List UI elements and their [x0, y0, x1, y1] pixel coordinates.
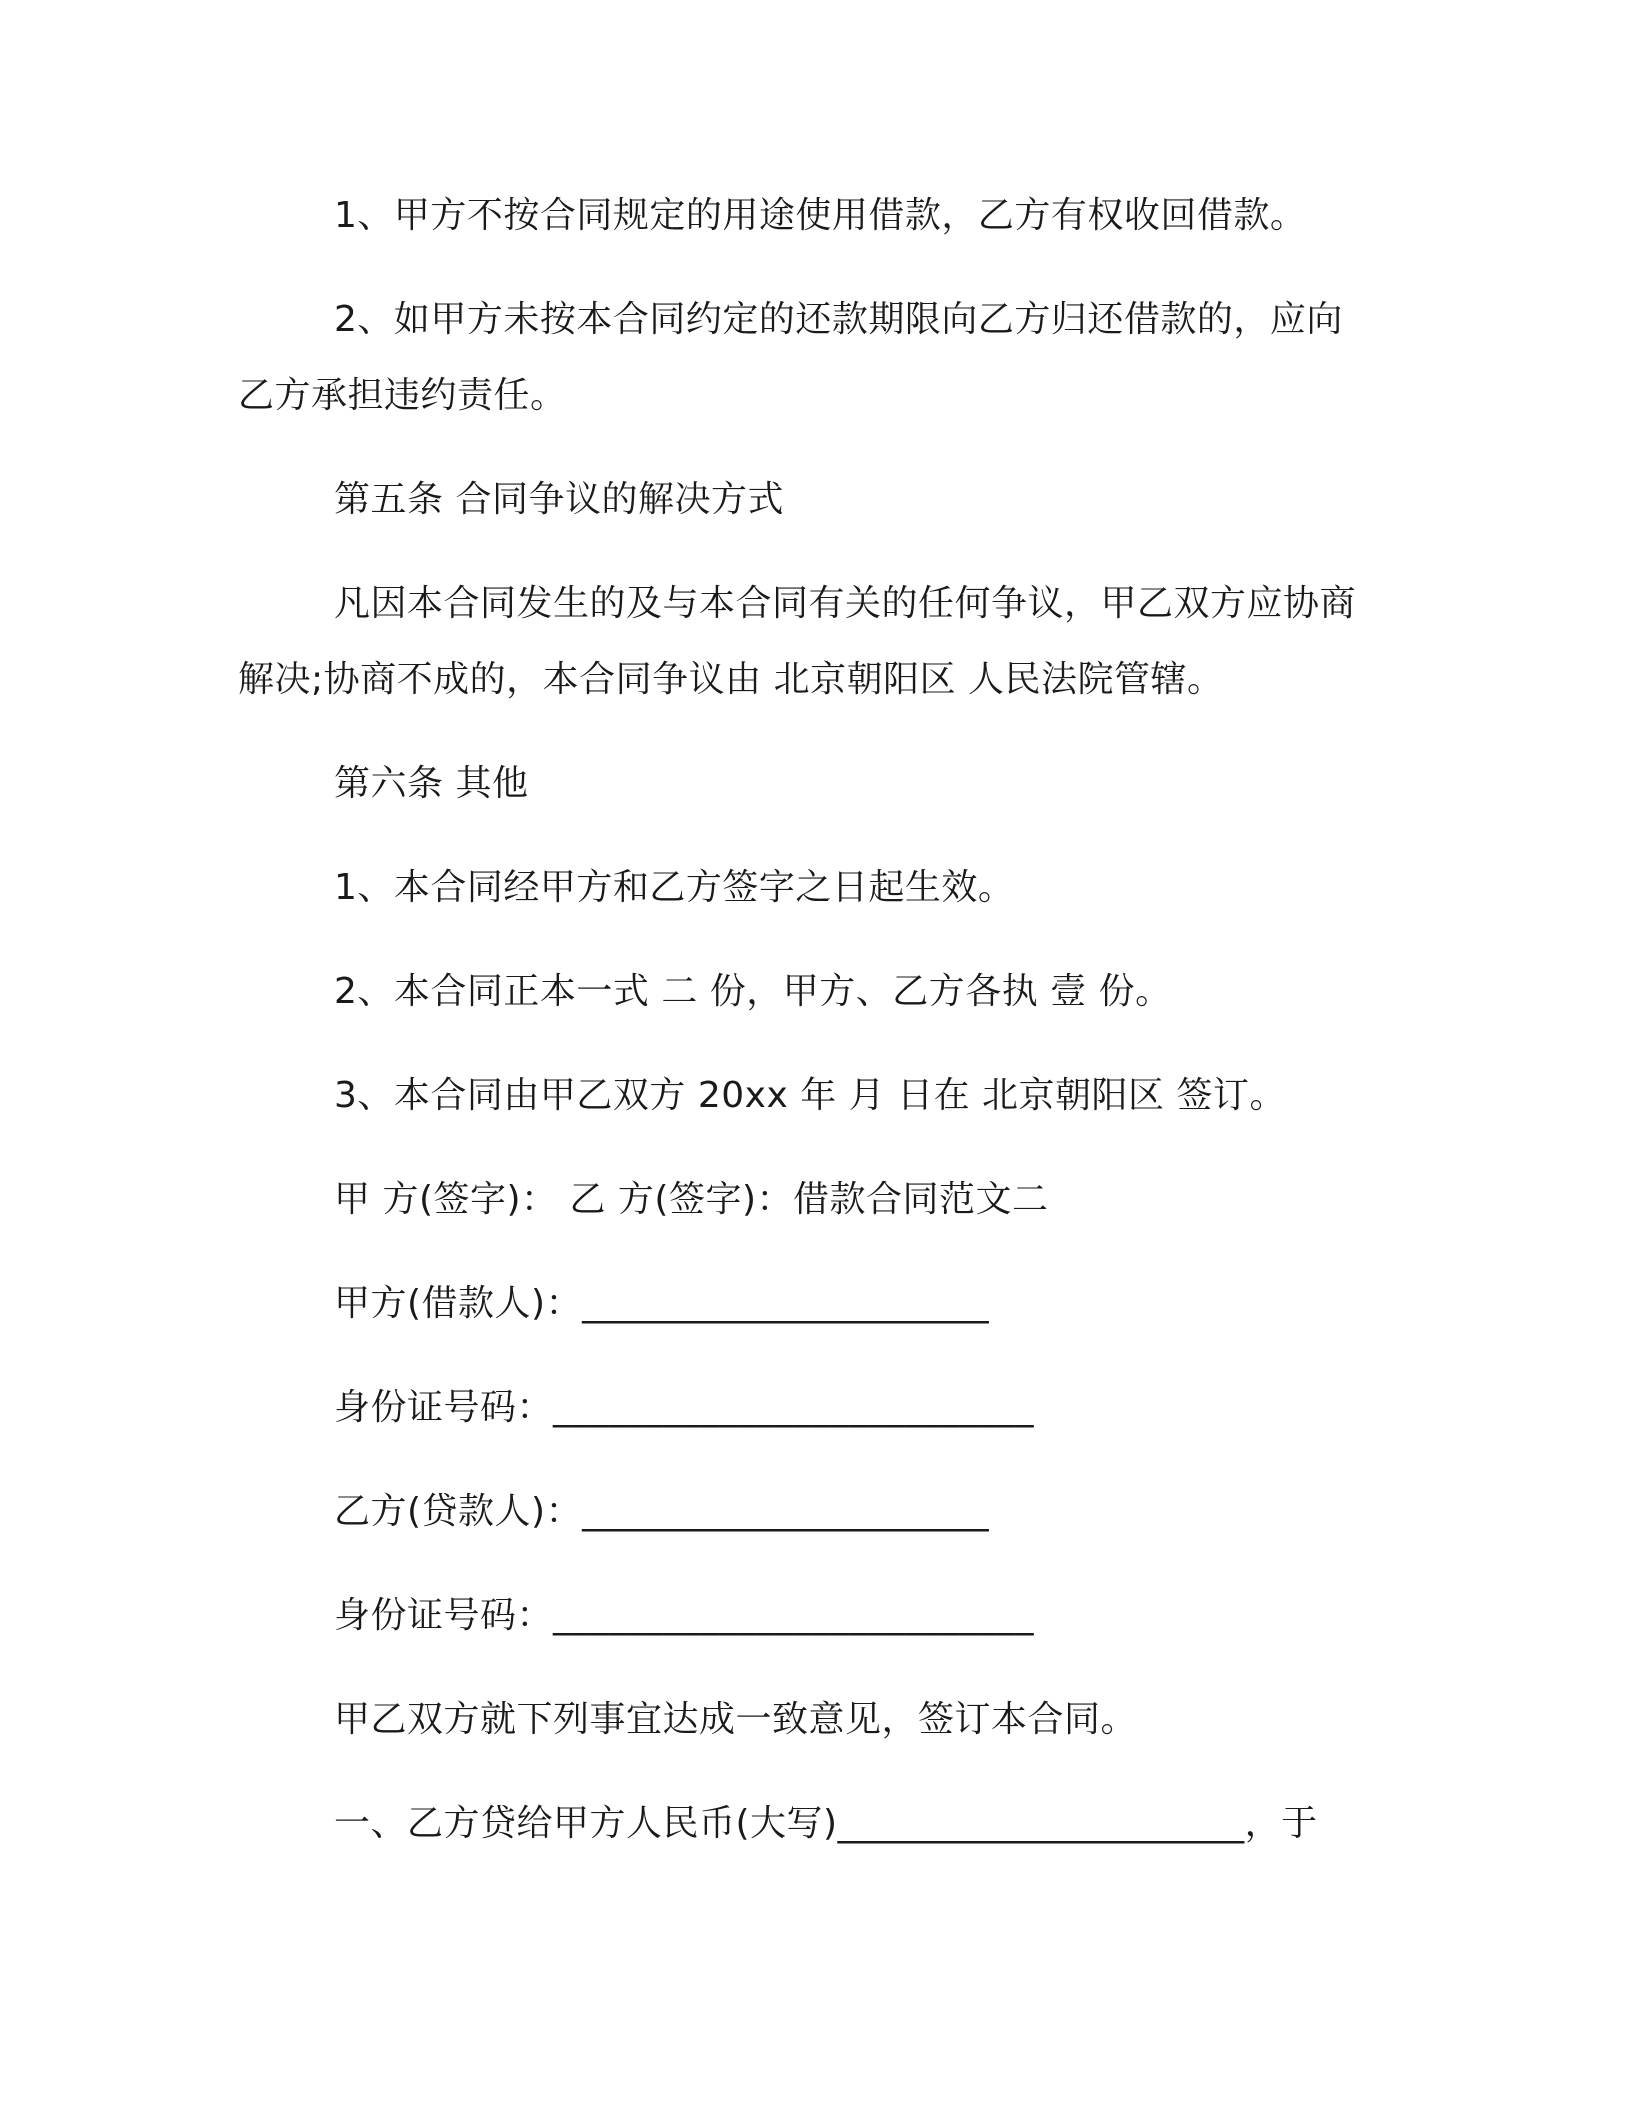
clause-4-item-2-line-2: 乙方承担违约责任。 — [238, 375, 567, 416]
article-6-item-3: 3、本合同由甲乙双方 20xx 年 月 日在 北京朝阳区 签订。 — [334, 1075, 1286, 1116]
article-6-item-1: 1、本合同经甲方和乙方签字之日起生效。 — [334, 867, 1015, 908]
signature-line: 甲 方(签字)： 乙 方(签字)：借款合同范文二 — [334, 1179, 1049, 1220]
article-5-heading: 第五条 合同争议的解决方式 — [334, 479, 784, 520]
clause-4-item-2-line-1: 2、如甲方未按本合同约定的还款期限向乙方归还借款的，应向 — [334, 299, 1343, 340]
lender-field: 乙方(贷款人)：______________________ — [334, 1491, 990, 1532]
borrower-field: 甲方(借款人)：______________________ — [334, 1283, 990, 1324]
article-6-item-2: 2、本合同正本一式 二 份，甲方、乙方各执 壹 份。 — [334, 971, 1172, 1012]
clause-4-item-1: 1、甲方不按合同规定的用途使用借款，乙方有权收回借款。 — [334, 195, 1307, 236]
article-6-heading: 第六条 其他 — [334, 763, 529, 804]
loan-amount-clause: 一、乙方贷给甲方人民币(大写)______________________，于 — [334, 1803, 1318, 1844]
article-5-text-line-2: 解决;协商不成的，本合同争议由 北京朝阳区 人民法院管辖。 — [238, 659, 1224, 700]
borrower-id-field: 身份证号码：__________________________ — [334, 1387, 1035, 1428]
lender-id-field: 身份证号码：__________________________ — [334, 1595, 1035, 1636]
article-5-text-line-1: 凡因本合同发生的及与本合同有关的任何争议，甲乙双方应协商 — [334, 583, 1357, 624]
agreement-statement: 甲乙双方就下列事宜达成一致意见，签订本合同。 — [334, 1699, 1138, 1740]
